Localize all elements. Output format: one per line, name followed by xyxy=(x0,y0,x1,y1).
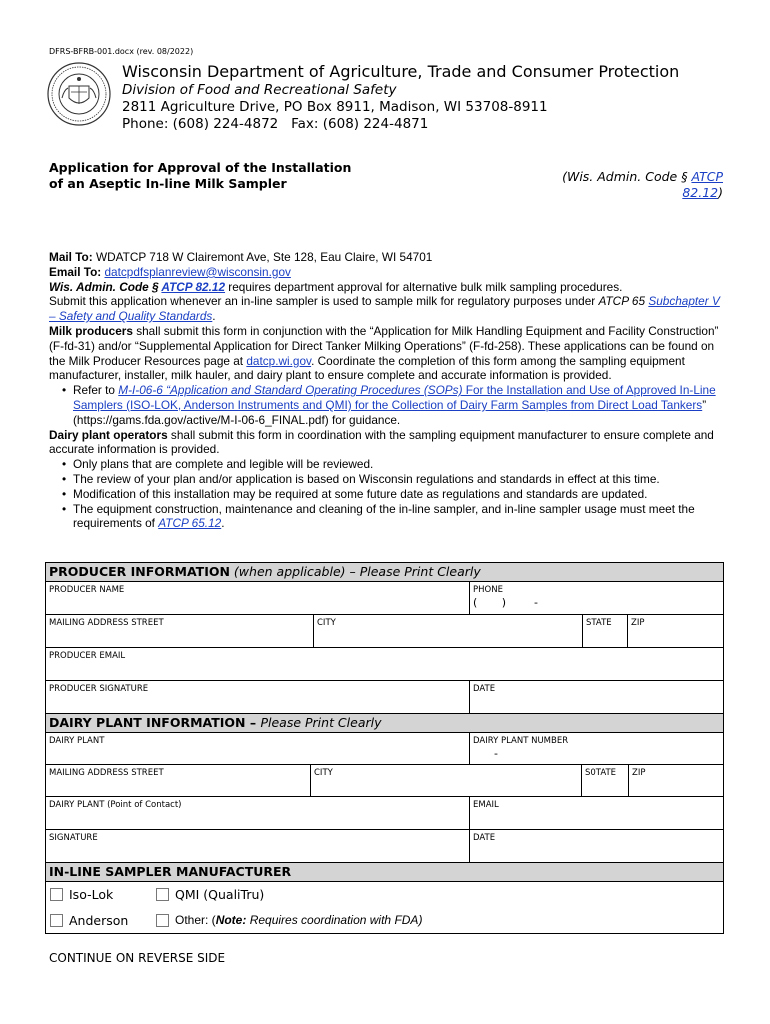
phone-mask: ( ) - xyxy=(473,596,539,609)
producer-state-field[interactable]: STATE xyxy=(583,615,628,647)
atcp-82-12-body-link[interactable]: ATCP 82.12 xyxy=(161,279,226,294)
plant-row-3 xyxy=(46,797,723,830)
dairy-plant-field[interactable]: DAIRY PLANT xyxy=(46,733,470,764)
producer-row-2 xyxy=(46,615,723,648)
producers-paragraph: Milk producers shall submit this form in conjunction with the “Application for Milk Handling Equipment and Facility Construction” (F-fd-31) and/or “Supplemental Application for Direct Tanker Milking Operations” (F-fd-258). These applications can be found on the Milk Producer Resources page at datcp.wi.gov. Coordinate the completion of this form among the sampling equipment manufacturer, installer, milk hauler, and dairy plant to ensure complete and accurate information is provided. xyxy=(49,323,719,383)
instructions xyxy=(49,250,725,531)
list-item: • Only plans that are complete and legible will be reviewed. xyxy=(49,457,725,472)
email-to: Email To: datcpdfsplanreview@wisconsin.gov xyxy=(49,264,291,279)
code-reference: (Wis. Admin. Code § ATCP 82.12) xyxy=(562,169,723,200)
producer-email-field[interactable]: PRODUCER EMAIL xyxy=(49,651,126,661)
agency-phone-fax: Phone: (608) 224-4872 Fax: (608) 224-4871 xyxy=(122,116,429,132)
plant-row-1 xyxy=(46,733,723,765)
isolok-option[interactable]: Iso-Lok xyxy=(50,882,156,907)
plant-email-field[interactable]: EMAIL xyxy=(473,800,499,810)
form-title: Application for Approval of the Installation of an Aseptic In-line Milk Sampler xyxy=(49,160,352,191)
isolok-checkbox[interactable] xyxy=(50,888,63,901)
division-name: Division of Food and Recreational Safety xyxy=(122,82,397,98)
list-item: • The equipment construction, maintenance and cleaning of the in-line sampler, and in-line sampler usage must meet the requirements of ATCP 65.12. xyxy=(49,502,725,532)
qmi-checkbox[interactable] xyxy=(156,888,169,901)
subchapter-v-link[interactable]: Subchapter V – Safety and Quality Standards xyxy=(49,294,720,324)
plant-contact-field[interactable]: DAIRY PLANT (Point of Contact) xyxy=(46,797,470,829)
producer-signature-field[interactable]: PRODUCER SIGNATURE xyxy=(46,681,470,713)
agency-header xyxy=(122,61,679,133)
mail-to: Mail To: WDATCP 718 W Clairemont Ave, Ste 128, Eau Claire, WI 54701 xyxy=(49,250,433,264)
manufacturer-options xyxy=(46,882,723,934)
producer-section-heading: PRODUCER INFORMATION (when applicable) – Please Print Clearly xyxy=(46,563,723,582)
atcp-65-12-link[interactable]: ATCP 65.12 xyxy=(158,516,222,531)
department-name: Wisconsin Department of Agriculture, Trade and Consumer Protection xyxy=(122,62,680,81)
requirements-list xyxy=(49,457,725,531)
plant-paragraph: Dairy plant operators shall submit this form in coordination with the sampling equipment manufacturer to ensure complete and accurate information is provided. xyxy=(49,427,714,457)
other-option[interactable]: Other: (Note: Requires coordination with FDA) xyxy=(156,908,716,933)
agency-address: 2811 Agriculture Drive, PO Box 8911, Madison, WI 53708-8911 xyxy=(122,99,548,115)
manufacturer-section-heading: IN-LINE SAMPLER MANUFACTURER xyxy=(46,863,723,882)
producer-name-field[interactable]: PRODUCER NAME xyxy=(46,582,470,614)
plant-section-heading: DAIRY PLANT INFORMATION – Please Print Clearly xyxy=(46,714,723,733)
producer-phone-field[interactable]: PHONE ( ) - xyxy=(473,585,539,609)
list-item: • Refer to M-I-06-6 “Application and Standard Operating Procedures (SOPs) For the Installation and Use of Approved In-Line Samplers (ISO-LOK, Anderson Instruments and QMI) for the Collection of Dairy Farm Samples from Direct Load Tankers” (https://gams.fda.gov/active/M-I-06-6_FINAL.pdf) for guidance. xyxy=(49,383,725,427)
code-paragraph: Wis. Admin. Code § ATCP 82.12 requires department approval for alternative bulk milk sampling procedures. Submit this application whenever an in-line sampler is used to sample milk for regulatory purposes under ATCP 65 Subchapter V – Safety and Quality Standards. xyxy=(49,279,720,324)
plant-state-field[interactable]: S0TATE xyxy=(582,765,629,796)
continue-note: CONTINUE ON REVERSE SIDE xyxy=(49,951,226,965)
producer-street-field[interactable]: MAILING ADDRESS STREET xyxy=(46,615,314,647)
dairy-plant-number-field[interactable]: DAIRY PLANT NUMBER - xyxy=(473,736,569,760)
refer-list xyxy=(49,383,725,427)
list-item: • Modification of this installation may be required at some future date as regulations and standards are updated. xyxy=(49,487,725,502)
plant-zip-field[interactable]: ZIP xyxy=(632,768,646,778)
producer-city-field[interactable]: CITY xyxy=(314,615,583,647)
other-checkbox[interactable] xyxy=(156,914,169,927)
producer-date-field[interactable]: DATE xyxy=(473,684,496,694)
plant-row-2 xyxy=(46,765,723,797)
anderson-checkbox[interactable] xyxy=(50,914,63,927)
form-id: DFRS-BFRB-001.docx (rev. 08/2022) xyxy=(49,47,194,56)
plant-date-field[interactable]: DATE xyxy=(473,833,496,843)
email-link[interactable]: datcpdfsplanreview@wisconsin.gov xyxy=(104,264,291,279)
datcp-link[interactable]: datcp.wi.gov xyxy=(246,353,312,368)
wisconsin-seal-icon xyxy=(47,62,111,126)
m-i-06-6-link[interactable]: M-I-06-6 “Application and Standard Operating Procedures (SOPs) For the Installation and Use of Approved In-Line Samplers (ISO-LOK, Anderson Instruments and QMI) for the Collection of Dairy Farm Samples from Direct Load Tankers xyxy=(73,383,716,412)
producer-zip-field[interactable]: ZIP xyxy=(631,618,645,628)
application-form xyxy=(45,562,724,934)
atcp-82-12-link[interactable]: ATCP 82.12 xyxy=(682,169,723,200)
producer-row-1 xyxy=(46,582,723,615)
qmi-option[interactable]: QMI (QualiTru) xyxy=(156,882,716,907)
anderson-option[interactable]: Anderson xyxy=(50,908,156,933)
plant-street-field[interactable]: MAILING ADDRESS STREET xyxy=(46,765,311,796)
plant-signature-field[interactable]: SIGNATURE xyxy=(46,830,470,862)
list-item: • The review of your plan and/or application is based on Wisconsin regulations and standards in effect at this time. xyxy=(49,472,725,487)
producer-row-3 xyxy=(46,648,723,681)
producer-row-4 xyxy=(46,681,723,714)
plant-row-4 xyxy=(46,830,723,863)
plant-city-field[interactable]: CITY xyxy=(311,765,582,796)
